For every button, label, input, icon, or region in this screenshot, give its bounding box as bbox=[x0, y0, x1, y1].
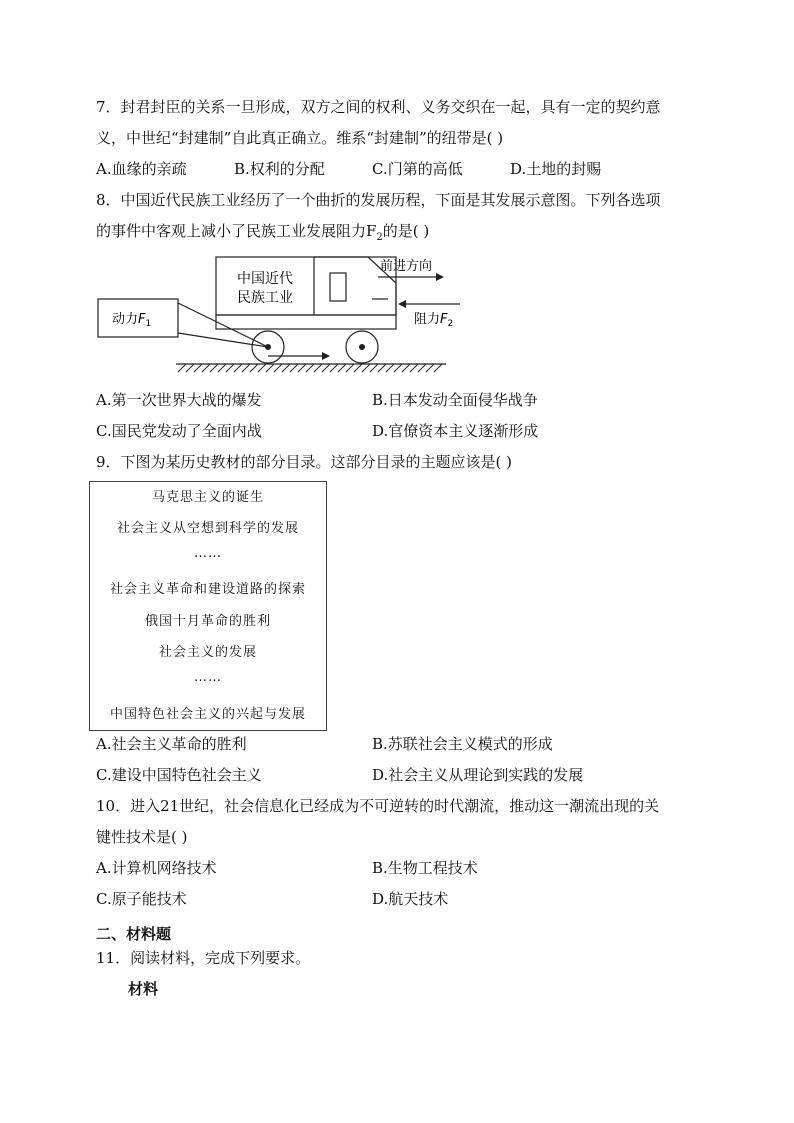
q7-option-d[interactable]: D.土地的封赐 bbox=[510, 160, 602, 178]
q9-options-row2 bbox=[96, 760, 700, 791]
force2-sub: 2 bbox=[447, 319, 454, 329]
q7-line2: 义，中世纪“封建制”自此真正确立。维系“封建制”的纽带是( ) bbox=[96, 129, 504, 147]
q8-line2-text: 的事件中客观上减小了民族工业发展阻力F bbox=[96, 222, 377, 240]
q10-option-b[interactable]: B.生物工程技术 bbox=[372, 859, 478, 877]
truck-label-2: 民族工业 bbox=[237, 290, 293, 306]
q7-option-c[interactable]: C.门第的高低 bbox=[372, 160, 463, 178]
q8-line2-sub: 2 bbox=[376, 232, 383, 243]
force2-var: F bbox=[440, 312, 448, 327]
force1-var: F bbox=[138, 312, 146, 327]
toc-item: 俄国十月革命的胜利 bbox=[144, 614, 271, 629]
q9-options-row1 bbox=[96, 729, 700, 760]
toc-item: 社会主义从空想到科学的发展 bbox=[116, 521, 299, 536]
q7-stem bbox=[96, 92, 700, 154]
q10-option-c[interactable]: C.原子能技术 bbox=[96, 890, 187, 908]
q10-line2: 键性技术是( ) bbox=[96, 828, 188, 846]
truck-chassis bbox=[216, 315, 396, 329]
q9-option-c[interactable]: C.建设中国特色社会主义 bbox=[96, 766, 262, 784]
q8-option-b[interactable]: B.日本发动全面侵华战争 bbox=[372, 391, 538, 409]
q8-options-row1 bbox=[96, 385, 700, 416]
q9-option-a[interactable]: A.社会主义革命的胜利 bbox=[96, 735, 247, 753]
toc-item: 中国特色社会主义的兴起与发展 bbox=[109, 707, 306, 722]
q7-option-a[interactable]: A.血缘的亲疏 bbox=[96, 160, 187, 178]
q7-options bbox=[96, 154, 700, 185]
q7-line1: 7．封君封臣的关系一旦形成，双方之间的权利、义务交织在一起，具有一定的契约意 bbox=[96, 98, 661, 116]
force1-label bbox=[112, 311, 151, 329]
q9-stem: 9．下图为某历史教材的部分目录。这部分目录的主题应该是( ) bbox=[96, 453, 513, 471]
q8-line2 bbox=[96, 216, 700, 253]
q8-options-row2 bbox=[96, 416, 700, 447]
toc-ellipsis: …… bbox=[194, 670, 222, 685]
material-label: 材料 bbox=[128, 980, 159, 998]
force1-sub: 1 bbox=[145, 319, 152, 329]
q10-options-row2 bbox=[96, 884, 700, 915]
q10-options-row1 bbox=[96, 853, 700, 884]
q8-option-c[interactable]: C.国民党发动了全面内战 bbox=[96, 422, 262, 440]
q9-option-d[interactable]: D.社会主义从理论到实践的发展 bbox=[372, 766, 584, 784]
truck-label-1: 中国近代 bbox=[237, 271, 293, 287]
toc-ellipsis: …… bbox=[194, 546, 222, 561]
force-diagram bbox=[96, 255, 516, 380]
q10-option-a[interactable]: A.计算机网络技术 bbox=[96, 859, 217, 877]
q10-option-d[interactable]: D.航天技术 bbox=[372, 890, 449, 908]
q8-option-d[interactable]: D.官僚资本主义逐渐形成 bbox=[372, 422, 539, 440]
toc-item: 社会主义的发展 bbox=[158, 645, 257, 660]
truck-window bbox=[330, 273, 346, 301]
direction-label: 前进方向 bbox=[380, 259, 433, 274]
toc-item: 马克思主义的诞生 bbox=[151, 490, 264, 505]
q9-option-b[interactable]: B.苏联社会主义模式的形成 bbox=[372, 735, 553, 753]
q11-stem: 11．阅读材料，完成下列要求。 bbox=[96, 949, 311, 967]
q8-stem bbox=[96, 185, 700, 253]
q8-line2-end: 的是( ) bbox=[382, 222, 430, 240]
q10-stem bbox=[96, 791, 700, 853]
q7-option-b[interactable]: B.权利的分配 bbox=[234, 160, 325, 178]
q8-option-a[interactable]: A.第一次世界大战的爆发 bbox=[96, 391, 262, 409]
force2-text: 阻力 bbox=[414, 312, 441, 327]
section-title: 二、材料题 bbox=[96, 925, 172, 943]
ground-hatching bbox=[178, 364, 442, 372]
force2-label bbox=[414, 311, 453, 329]
q8-line1: 8．中国近代民族工业经历了一个曲折的发展历程，下面是其发展示意图。下列各选项 bbox=[96, 191, 661, 209]
q10-line1: 10．进入21世纪，社会信息化已经成为不可逆转的时代潮流，推动这一潮流出现的关 bbox=[96, 797, 660, 815]
force1-text: 动力 bbox=[112, 312, 139, 327]
textbook-toc bbox=[89, 481, 327, 731]
toc-item: 社会主义革命和建设道路的探索 bbox=[109, 582, 306, 597]
